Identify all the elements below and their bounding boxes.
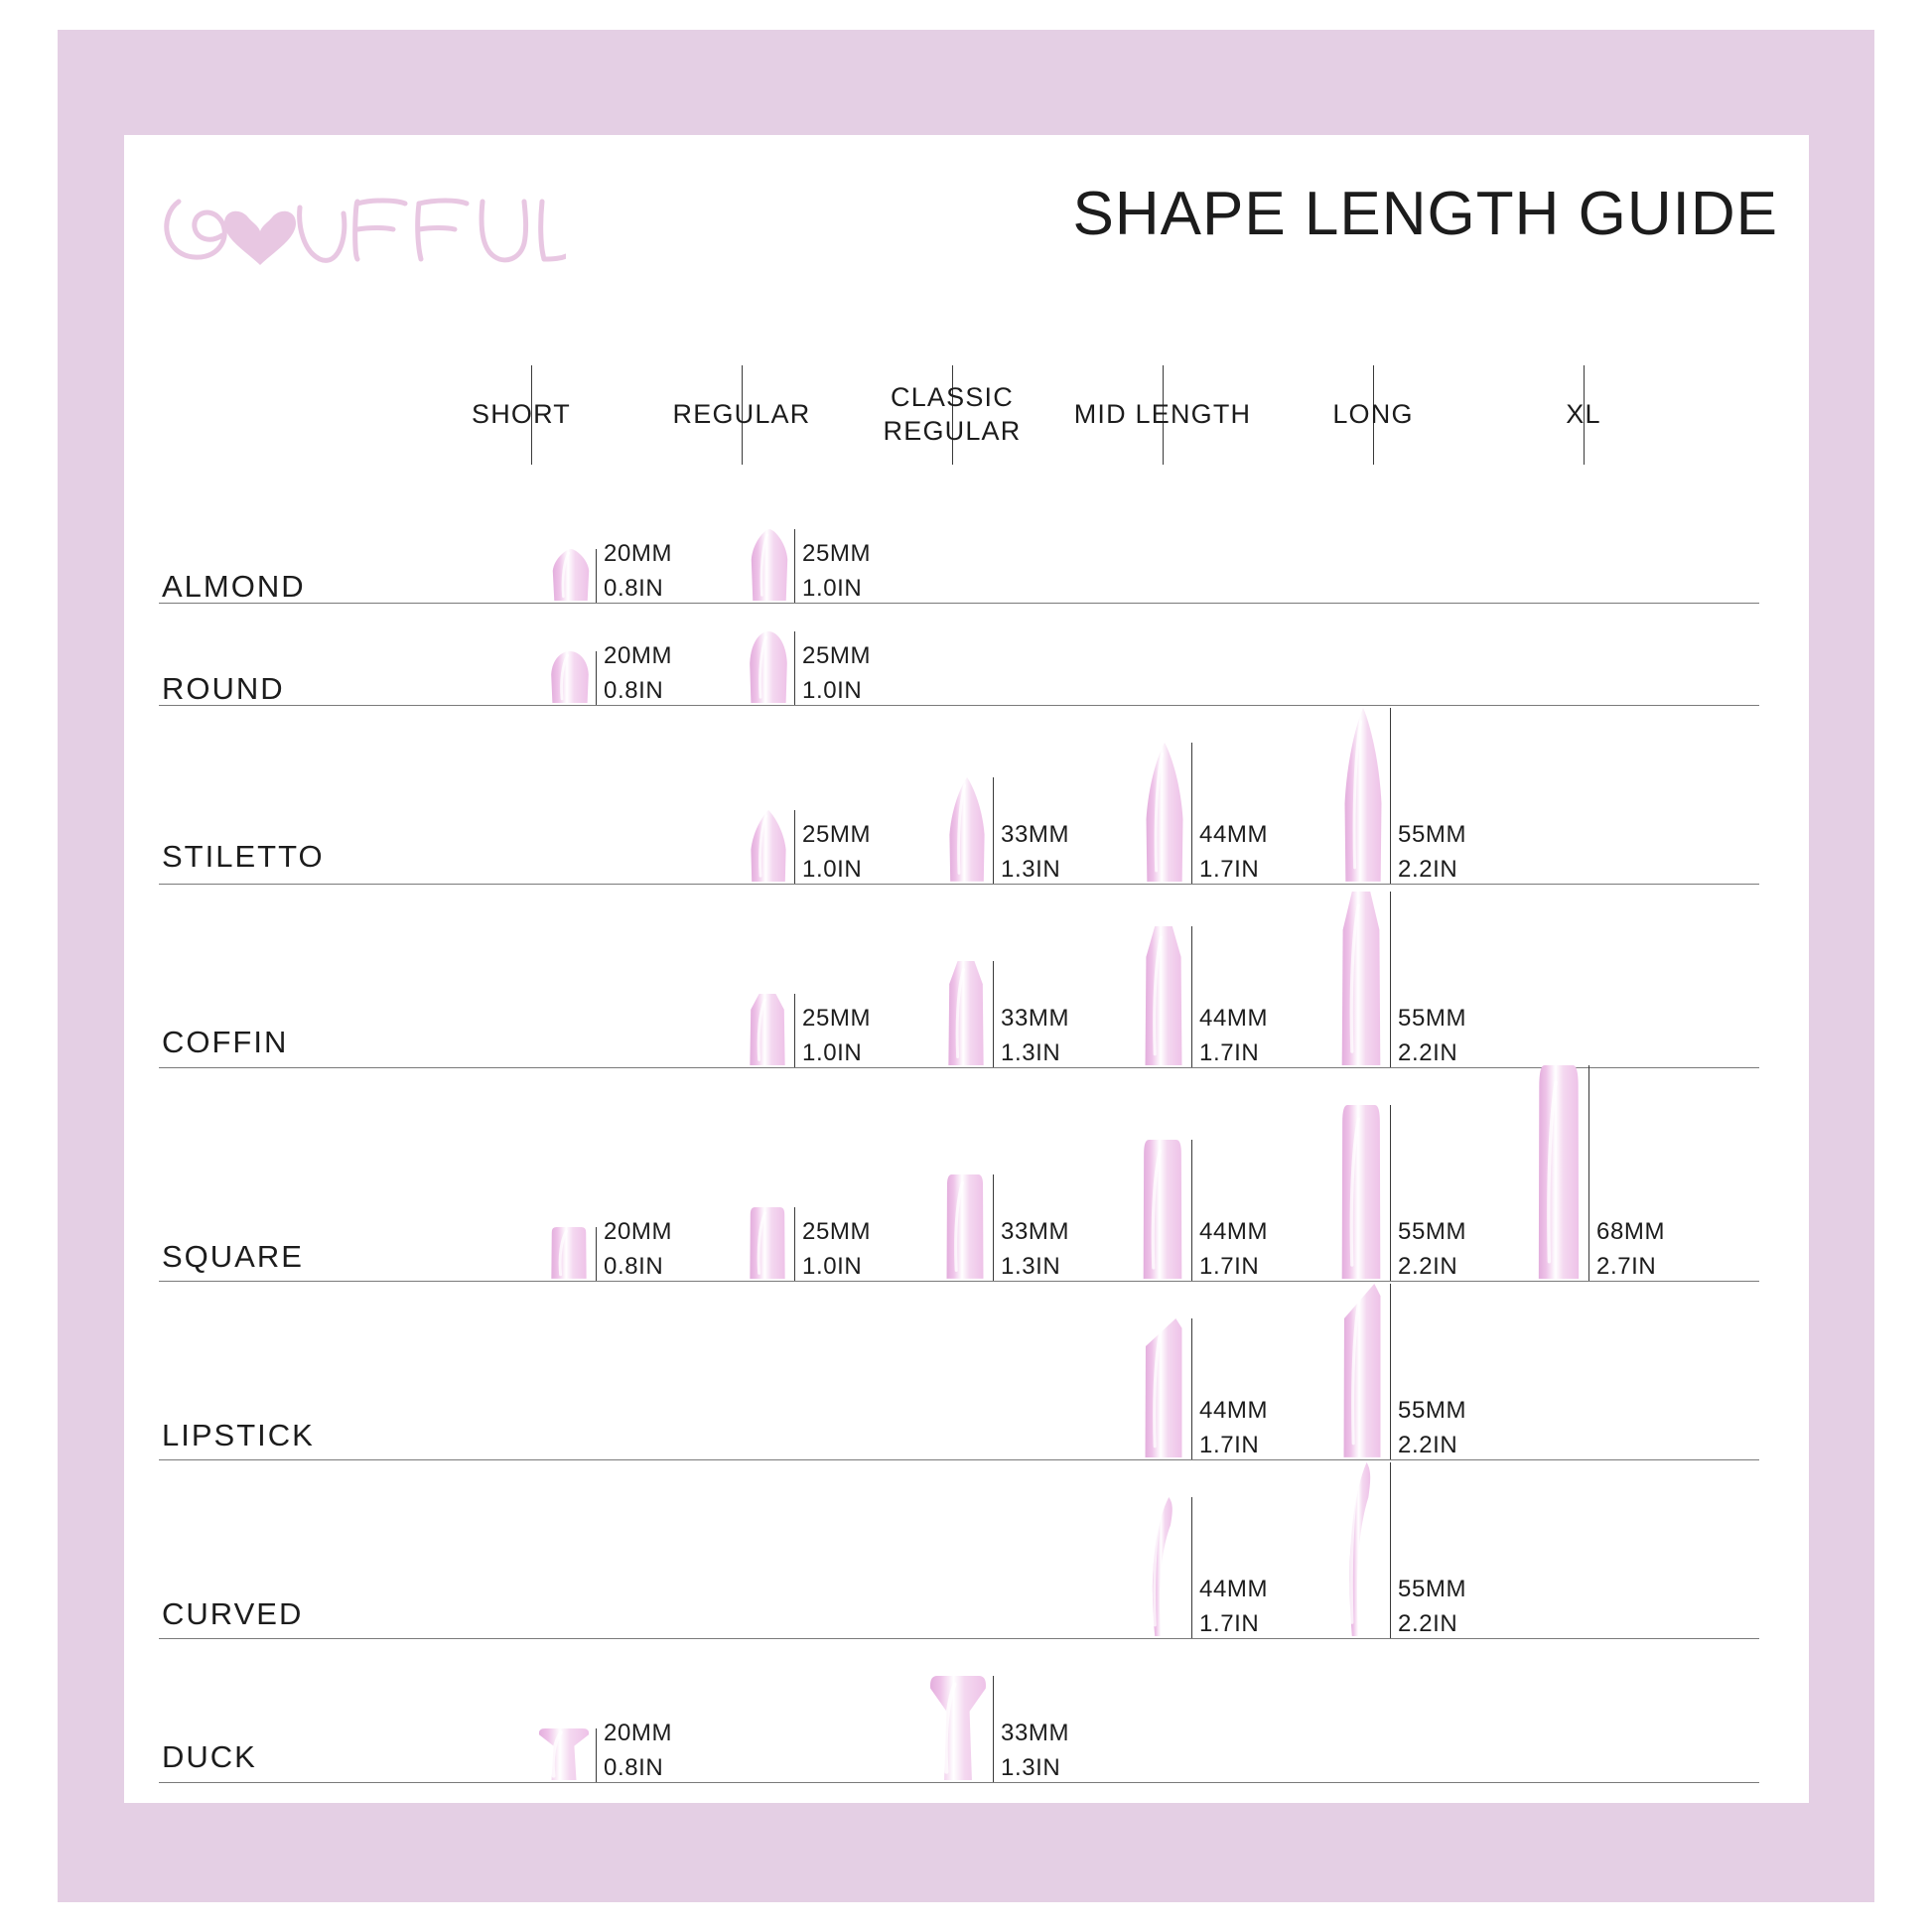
measurement-mm: 33MM (1001, 1005, 1070, 1032)
measurement-mm: 25MM (802, 1005, 872, 1032)
nail-swatch (1338, 1462, 1384, 1636)
measurement-mm: 33MM (1001, 1218, 1070, 1245)
nail-cell-round-short (550, 642, 778, 709)
column-header-regular: REGULAR (672, 399, 811, 430)
measure-tick (993, 777, 994, 884)
measurement-mm: 25MM (802, 1218, 872, 1245)
measure-tick (1191, 926, 1192, 1067)
measurement-label (802, 639, 871, 709)
nail-swatch (1140, 1140, 1185, 1279)
measurement-in: 1.0IN (802, 855, 863, 883)
measure-tick (1390, 1284, 1391, 1459)
measurement-mm: 44MM (1199, 1218, 1269, 1245)
measurement-label (802, 537, 871, 607)
row-label-lipstick: LIPSTICK (162, 1418, 315, 1452)
measurement-label (1398, 818, 1466, 888)
measurement-label (1001, 1717, 1069, 1786)
measure-tick (794, 810, 795, 884)
nail-swatch (1338, 892, 1384, 1065)
nail-swatch (1142, 1497, 1185, 1636)
measure-tick (596, 651, 597, 705)
nail-swatch (749, 631, 788, 703)
measurement-mm: 55MM (1398, 1218, 1467, 1245)
measurement-mm: 20MM (604, 540, 673, 567)
measure-tick (1191, 1140, 1192, 1281)
measurement-in: 1.0IN (802, 574, 863, 602)
measurement-label (604, 1717, 672, 1786)
row-label-coffin: COFFIN (162, 1025, 289, 1059)
measurement-label (1199, 818, 1268, 888)
nail-swatch (1340, 1284, 1384, 1457)
measure-tick (794, 994, 795, 1067)
measurement-label (1398, 1002, 1466, 1071)
measurement-mm: 44MM (1199, 1576, 1269, 1602)
nail-cell-square-xl (1535, 1065, 1771, 1285)
nail-cell-round-regular (749, 631, 977, 709)
measurement-label (1199, 1215, 1268, 1285)
measurement-mm: 55MM (1398, 1397, 1467, 1424)
measurement-in: 0.8IN (604, 574, 664, 602)
measurement-in: 1.3IN (1001, 1038, 1061, 1066)
measurement-mm: 20MM (604, 1218, 673, 1245)
measure-tick (993, 1174, 994, 1281)
row-label-almond: ALMOND (162, 569, 306, 604)
measure-tick (1390, 892, 1391, 1067)
measure-tick (794, 631, 795, 705)
nail-cell-stiletto-long (1342, 708, 1573, 888)
measurement-in: 0.8IN (604, 1753, 664, 1781)
measurement-in: 0.8IN (604, 676, 664, 704)
measurement-label (1199, 1394, 1268, 1463)
measurement-label (1199, 1573, 1268, 1642)
nail-swatch (1144, 743, 1185, 882)
measure-tick (993, 961, 994, 1067)
measurement-in: 1.0IN (802, 676, 863, 704)
measurement-label (1596, 1215, 1665, 1285)
measure-tick (794, 529, 795, 603)
measure-tick (1390, 1462, 1391, 1638)
nail-swatch (550, 651, 590, 703)
nail-swatch (1338, 1105, 1384, 1279)
measurement-label (1199, 1002, 1268, 1071)
measurement-mm: 33MM (1001, 1720, 1070, 1746)
measurement-in: 1.7IN (1199, 855, 1260, 883)
measurement-label (604, 537, 672, 607)
measurement-in: 2.2IN (1398, 1038, 1458, 1066)
nail-swatch (747, 994, 788, 1065)
measurement-label (1001, 1215, 1069, 1285)
nail-cell-curved-long (1338, 1462, 1573, 1642)
nail-swatch (1535, 1065, 1583, 1279)
nail-swatch (552, 549, 590, 601)
measurement-mm: 25MM (802, 642, 872, 669)
measurement-in: 2.2IN (1398, 855, 1458, 883)
nail-cell-lipstick-long (1340, 1284, 1573, 1463)
nail-swatch (548, 1227, 590, 1279)
measure-tick (596, 1227, 597, 1281)
nail-swatch (751, 529, 788, 601)
row-label-curved: CURVED (162, 1596, 304, 1631)
nail-cell-stiletto-regular (749, 810, 977, 888)
brand-logo (149, 174, 566, 288)
nail-cell-almond-regular (751, 529, 977, 607)
nail-cell-square-short (548, 1218, 778, 1285)
measurement-mm: 55MM (1398, 821, 1467, 848)
measurement-label (604, 639, 672, 709)
measurement-label (802, 818, 871, 888)
page-title: SHAPE LENGTH GUIDE (1072, 180, 1778, 248)
measurement-mm: 55MM (1398, 1005, 1467, 1032)
nail-swatch (749, 810, 788, 882)
measure-tick (1390, 1105, 1391, 1281)
measure-tick (596, 549, 597, 603)
measurement-in: 1.0IN (802, 1252, 863, 1280)
measure-tick (596, 1728, 597, 1782)
measurement-label (1398, 1215, 1466, 1285)
measurement-label (1398, 1394, 1466, 1463)
measurement-in: 1.7IN (1199, 1038, 1260, 1066)
nail-cell-lipstick-mid-length (1142, 1318, 1374, 1463)
measurement-in: 1.0IN (802, 1038, 863, 1066)
measure-tick (1191, 1318, 1192, 1459)
measure-tick (1588, 1065, 1589, 1281)
nail-cell-stiletto-classic-regular (947, 777, 1175, 888)
measurement-in: 2.2IN (1398, 1609, 1458, 1637)
measurement-label (802, 1002, 871, 1071)
row-label-duck: DUCK (162, 1739, 257, 1774)
measurement-label (1001, 1002, 1069, 1071)
nail-swatch (929, 1676, 987, 1780)
column-headers (471, 365, 1757, 465)
measurement-in: 1.3IN (1001, 1753, 1061, 1781)
measurement-mm: 20MM (604, 1720, 673, 1746)
column-header-xl: XL (1566, 399, 1601, 430)
measurement-in: 1.7IN (1199, 1252, 1260, 1280)
measurement-mm: 25MM (802, 540, 872, 567)
measurement-in: 2.7IN (1596, 1252, 1657, 1280)
row-label-round: ROUND (162, 671, 285, 706)
measure-tick (1390, 708, 1391, 884)
measure-tick (993, 1676, 994, 1782)
measurement-in: 1.7IN (1199, 1431, 1260, 1458)
column-header-mid-length: MID LENGTH (1073, 399, 1252, 430)
nail-cell-duck-short (538, 1720, 778, 1786)
nail-swatch (1142, 926, 1185, 1065)
measure-tick (1191, 1497, 1192, 1638)
measurement-in: 1.3IN (1001, 1252, 1061, 1280)
measurement-mm: 68MM (1596, 1218, 1666, 1245)
nail-cell-duck-classic-regular (929, 1676, 1175, 1786)
nail-swatch (538, 1728, 590, 1780)
nail-swatch (947, 777, 987, 882)
measure-tick (1191, 743, 1192, 884)
column-header-classic-regular: CLASSIC REGULAR (883, 382, 1022, 446)
measurement-in: 1.7IN (1199, 1609, 1260, 1637)
nail-cell-coffin-long (1338, 892, 1573, 1071)
measurement-in: 0.8IN (604, 1252, 664, 1280)
measurement-mm: 44MM (1199, 1005, 1269, 1032)
row-label-square: SQUARE (162, 1239, 304, 1274)
measurement-in: 2.2IN (1398, 1431, 1458, 1458)
measurement-mm: 44MM (1199, 1397, 1269, 1424)
nail-swatch (943, 1174, 987, 1279)
row-label-stiletto: STILETTO (162, 839, 325, 874)
nail-cell-almond-short (552, 540, 778, 607)
nail-swatch (747, 1207, 788, 1279)
measurement-label (604, 1215, 672, 1285)
measurement-label (1398, 1573, 1466, 1642)
nail-cell-coffin-regular (747, 994, 977, 1071)
nail-swatch (945, 961, 987, 1065)
measurement-label (1001, 818, 1069, 888)
measurement-mm: 20MM (604, 642, 673, 669)
measurement-mm: 44MM (1199, 821, 1269, 848)
measurement-label (802, 1215, 871, 1285)
measure-tick (794, 1207, 795, 1281)
measurement-mm: 33MM (1001, 821, 1070, 848)
nail-swatch (1142, 1318, 1185, 1457)
measurement-mm: 55MM (1398, 1576, 1467, 1602)
measurement-in: 1.3IN (1001, 855, 1061, 883)
measurement-mm: 25MM (802, 821, 872, 848)
column-header-long: LONG (1332, 399, 1414, 430)
measurement-in: 2.2IN (1398, 1252, 1458, 1280)
nail-cell-stiletto-mid-length (1144, 743, 1374, 888)
column-header-short: SHORT (471, 399, 571, 430)
nail-swatch (1342, 708, 1384, 882)
